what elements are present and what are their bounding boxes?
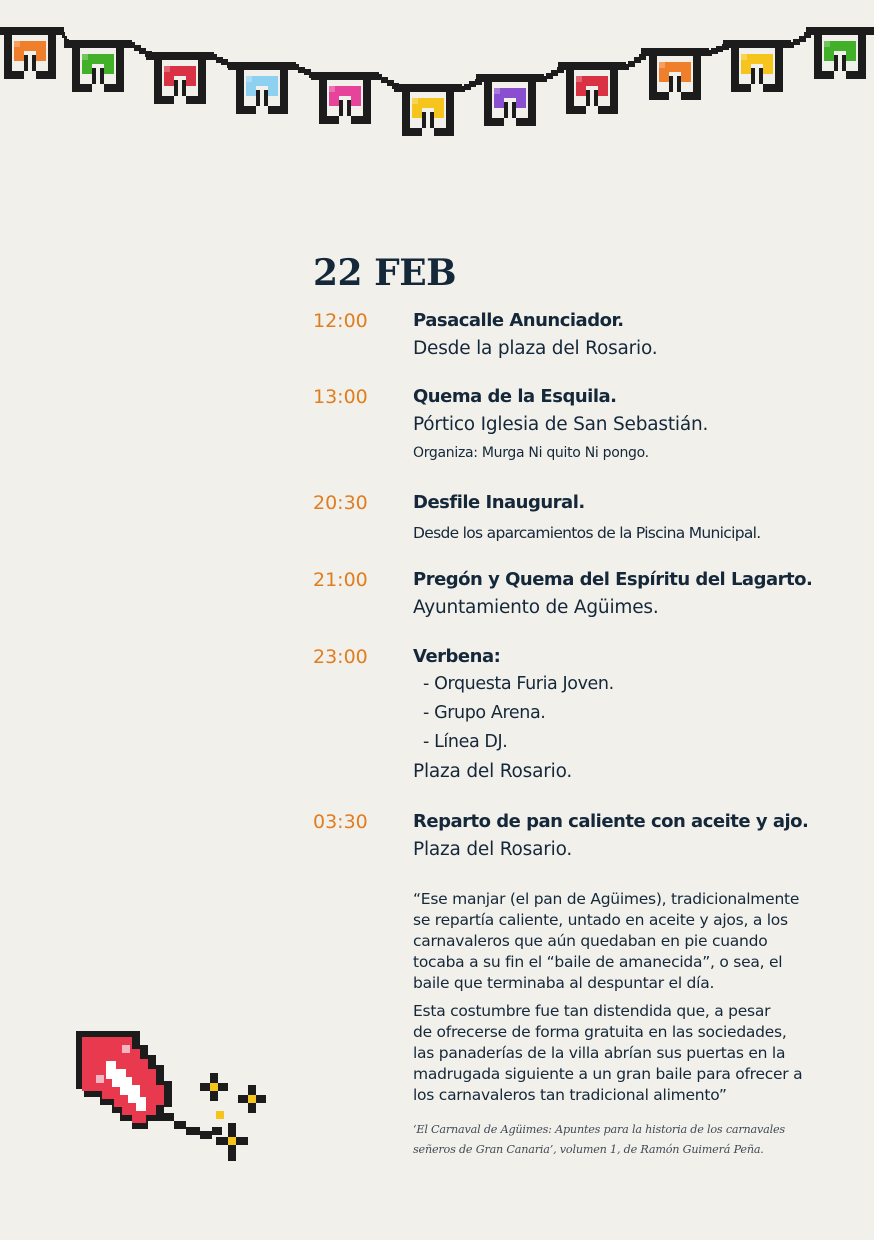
event-organizer: Organiza: Murga Ni quito Ni pongo. xyxy=(413,445,649,461)
quote-line: de ofrecerse de forma gratuita en las sociedades, xyxy=(413,1023,787,1041)
event-time: 13:00 xyxy=(313,386,368,408)
kite-icon xyxy=(70,1025,280,1170)
quote-source xyxy=(413,1120,813,1160)
bunting-flag xyxy=(394,84,462,136)
quote-line: madrugada siguiente a un gran baile para ofrecer a xyxy=(413,1065,803,1083)
quote-paragraph-1 xyxy=(413,889,813,994)
quote-line: Esta costumbre fue tan distendida que, a pesar xyxy=(413,1002,771,1020)
verbena-item: - Grupo Arena. xyxy=(423,703,546,723)
bunting-flag xyxy=(558,62,626,114)
bunting-flag xyxy=(641,48,709,100)
quote-line: carnavaleros que aún quedaban en pie cuando xyxy=(413,932,768,950)
quote-line: se repartía caliente, untado en aceite y ajos, a los xyxy=(413,911,788,929)
bunting-flag xyxy=(0,27,64,79)
date-heading: 22 FEB xyxy=(313,252,457,294)
bunting-flag xyxy=(476,74,544,126)
papel-picado-bunting-icon xyxy=(0,0,874,140)
event-place: Desde los aparcamientos de la Piscina Municipal. xyxy=(413,524,761,542)
quote-paragraph-2 xyxy=(413,1001,813,1106)
event-time: 12:00 xyxy=(313,310,368,332)
bunting-flag xyxy=(311,72,379,124)
event-6 xyxy=(313,809,833,869)
historical-quote xyxy=(413,889,813,1160)
bunting-flag xyxy=(64,40,132,92)
event-place: Ayuntamiento de Agüimes. xyxy=(413,597,659,618)
source-line: señeros de Gran Canaria’, volumen 1, de Ramón Guimerá Peña. xyxy=(413,1143,764,1156)
event-title: Pregón y Quema del Espíritu del Lagarto. xyxy=(413,569,813,590)
event-2 xyxy=(313,384,833,490)
quote-line: tocaba a su fin el “baile de amanecida”, o sea, el xyxy=(413,953,783,971)
verbena-item: - Orquesta Furia Joven. xyxy=(423,674,614,694)
quote-line: “Ese manjar (el pan de Agüimes), tradicionalmente xyxy=(413,890,800,908)
sparkle-icon xyxy=(200,1073,266,1161)
program xyxy=(313,252,833,869)
event-title: Desfile Inaugural. xyxy=(413,492,585,513)
event-4 xyxy=(313,567,833,644)
event-time: 20:30 xyxy=(313,492,368,514)
event-place: Plaza del Rosario. xyxy=(413,839,573,860)
event-1 xyxy=(313,308,833,384)
event-5 xyxy=(313,644,833,809)
quote-line: las panaderías de la villa abrían sus puertas en la xyxy=(413,1044,786,1062)
bunting-flag xyxy=(146,52,214,104)
event-time: 23:00 xyxy=(313,646,368,668)
bunting-flag xyxy=(806,27,874,79)
event-place: Pórtico Iglesia de San Sebastián. xyxy=(413,414,709,435)
event-3 xyxy=(313,490,833,567)
event-time: 03:30 xyxy=(313,811,368,833)
quote-line: los carnavaleros tan tradicional alimento” xyxy=(413,1086,727,1104)
event-place: Plaza del Rosario. xyxy=(413,761,573,782)
event-title: Reparto de pan caliente con aceite y ajo. xyxy=(413,811,809,832)
verbena-item: - Línea DJ. xyxy=(423,732,508,752)
event-place: Desde la plaza del Rosario. xyxy=(413,338,658,359)
event-title: Quema de la Esquila. xyxy=(413,386,617,407)
event-title: Verbena: xyxy=(413,646,501,667)
quote-line: baile que terminaba al despuntar el día. xyxy=(413,974,715,992)
event-time: 21:00 xyxy=(313,569,368,591)
source-line: ‘El Carnaval de Agüimes: Apuntes para la historia de los carnavales xyxy=(413,1123,785,1136)
event-title: Pasacalle Anunciador. xyxy=(413,310,624,331)
bunting-flag xyxy=(723,40,791,92)
bunting-flag xyxy=(228,62,296,114)
